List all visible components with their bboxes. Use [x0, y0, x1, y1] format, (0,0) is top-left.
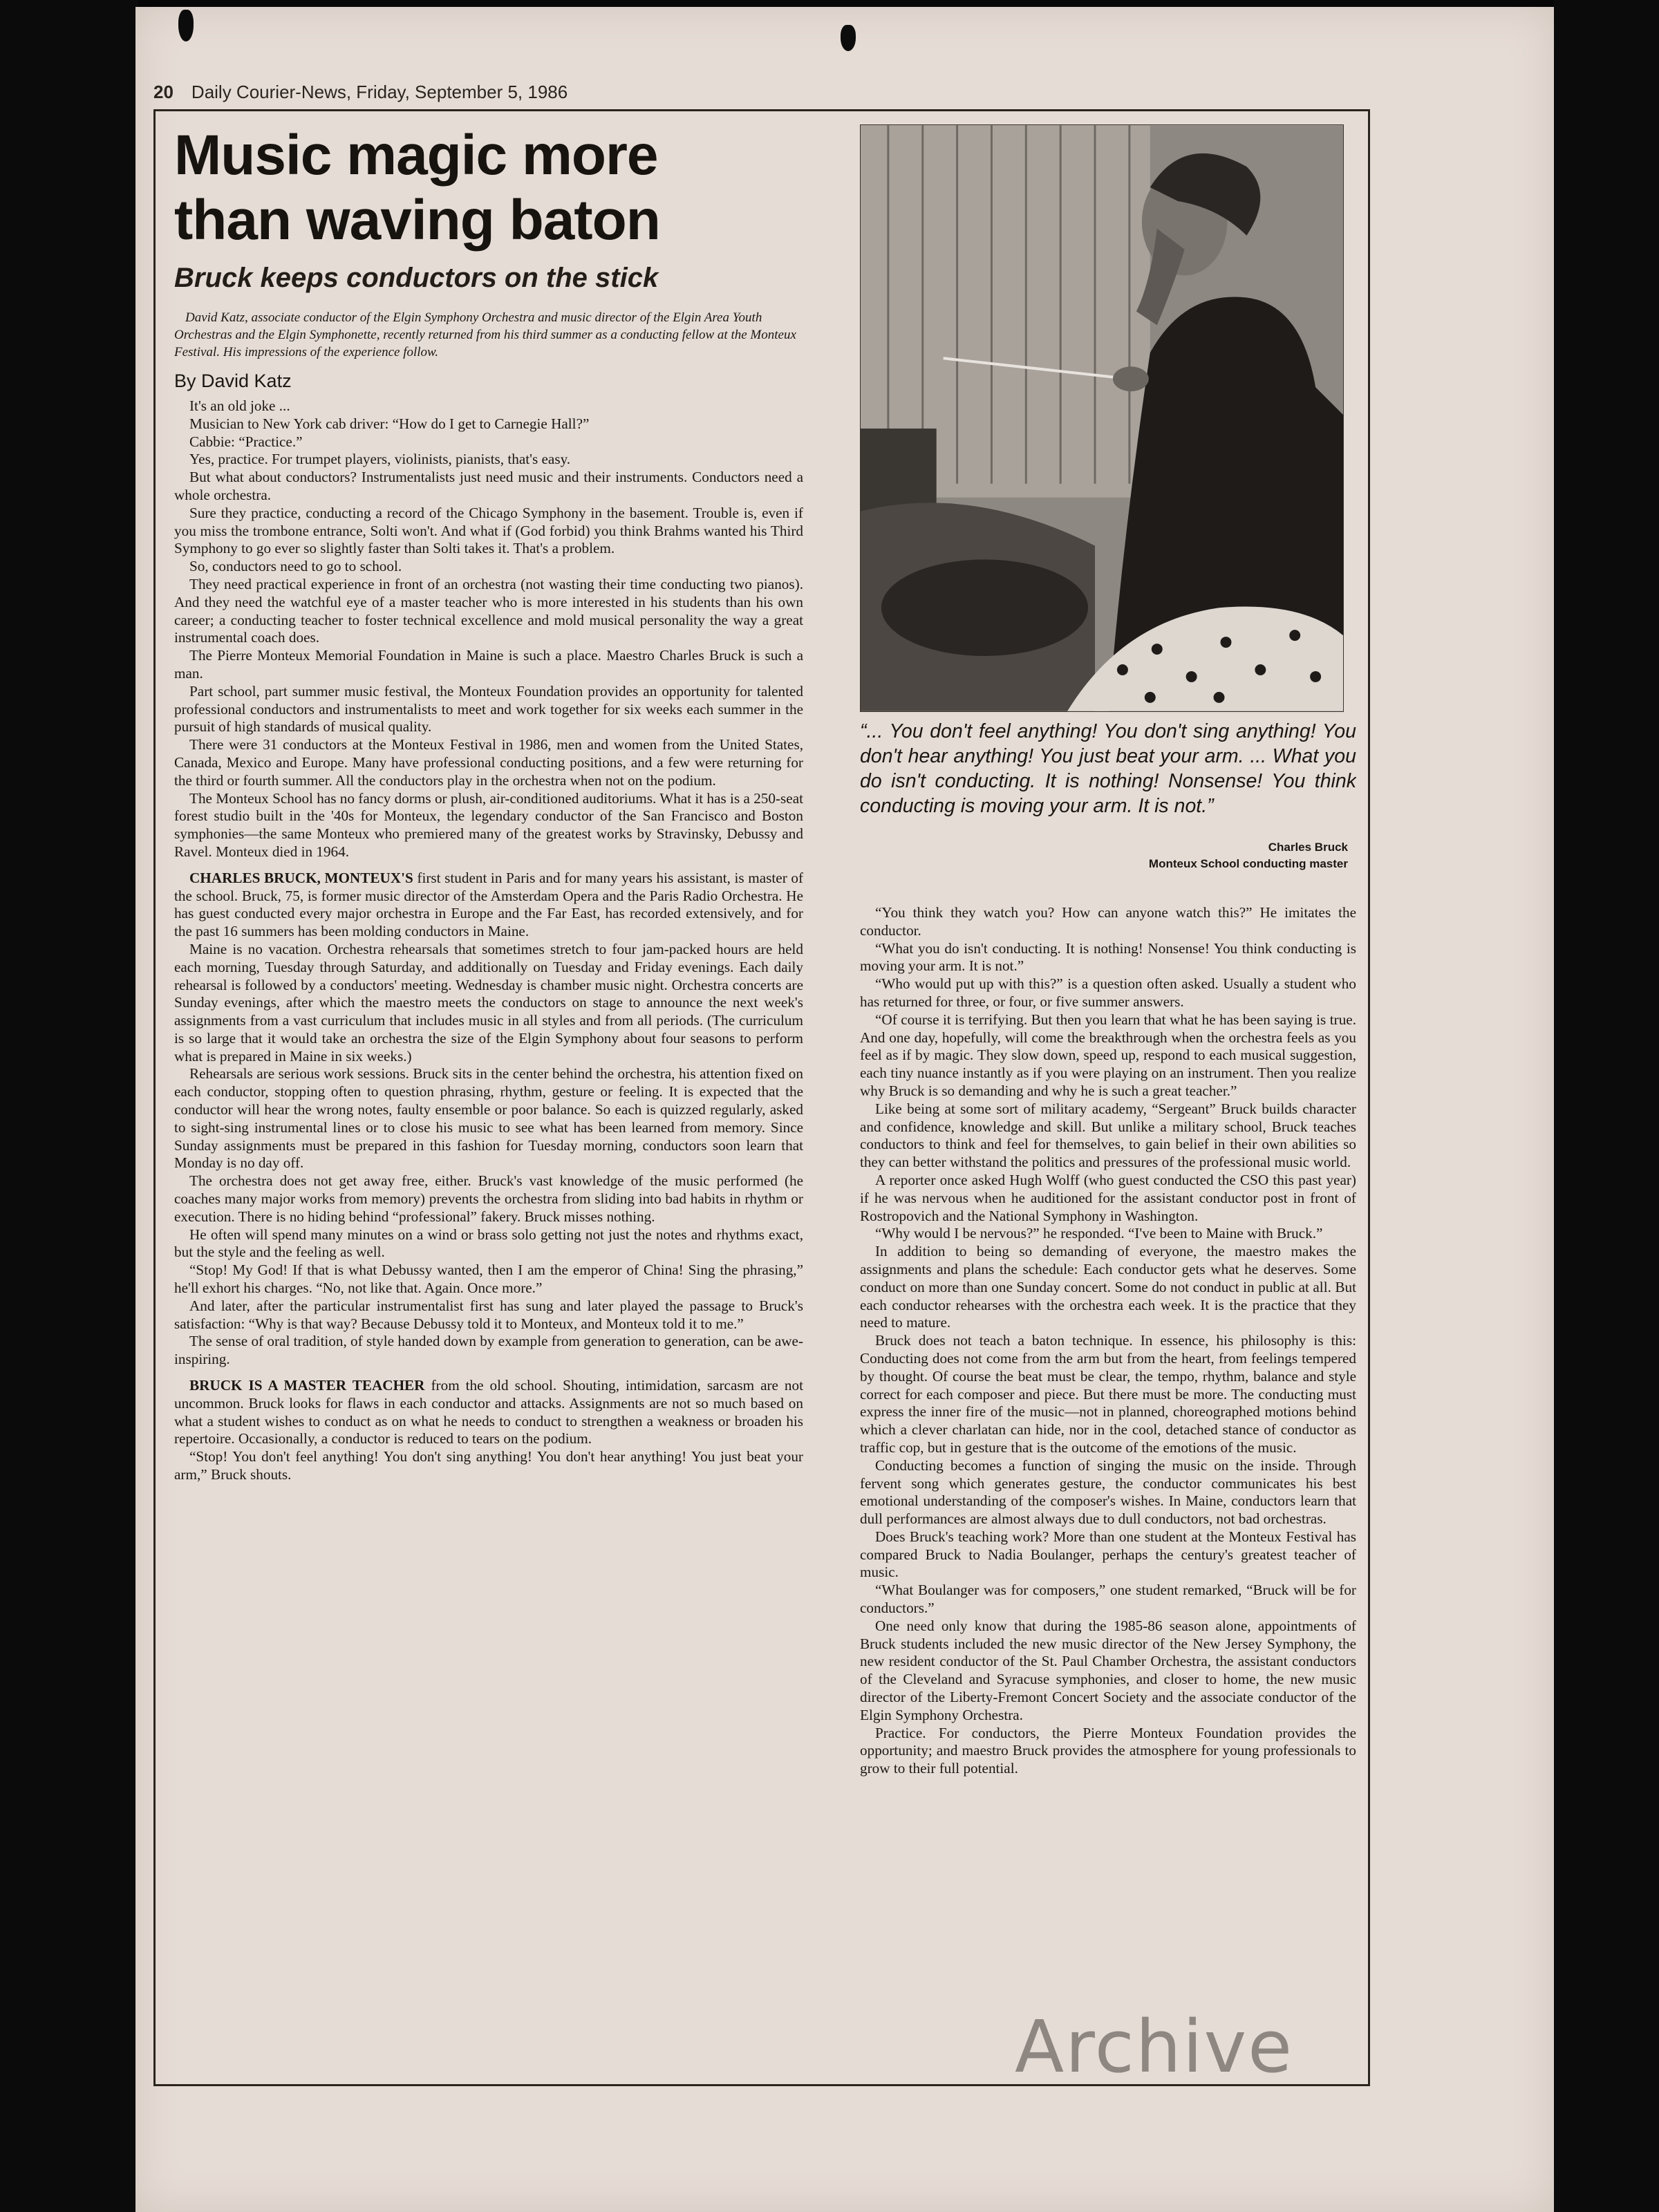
paragraph: “Stop! You don't feel anything! You don't sing anything! You don't hear anything! You just beat your arm,” Bruck shouts. — [174, 1448, 803, 1483]
paragraph: Like being at some sort of military academy, “Sergeant” Bruck builds character and confidence, knowledge and skill. But unlike a military school, Bruck teaches conductors to think and feel for themselves, to gain belief in their own abilities so they can better withstand the politics and pressures of the professional music world. — [860, 1100, 1356, 1171]
left-backdrop — [0, 0, 138, 2212]
paragraph: Cabbie: “Practice.” — [189, 433, 303, 450]
headline-line: than waving baton — [174, 189, 660, 252]
paragraph-text: first student in Paris and for many years his assistant, is master of the school. Bruck, 75, is former music director of the Amsterdam Opera and the Paris Radio Orchestra. He has guest conducted every major orchestra in Europe and the Far East, has recorded extensively, and for the past 16 summers has been molding conductors in Maine. — [174, 869, 803, 940]
punch-hole — [841, 25, 856, 51]
paragraph: Bruck does not teach a baton technique. In essence, his philosophy is this: Conducting does not come from the arm but from the heart, from feelings tempered by thought. Of course the beat must be clear, the tempo, rhythm, balance and style correct for each composer and piece. But there must be more. The conducting must express the inner fire of the music—not in planned, choreographed motions behind which a clever charlatan can hide, nor in the cool, detached stance of conductor as traffic cop, but in gesture that is the outcome of the emotions of the music. — [860, 1332, 1356, 1456]
paragraph: In addition to being so demanding of everyone, the maestro makes the assignments and plans the schedule: Each conductor gets what he deserves. Some conduct on more than one Sunday concert. Some do not conduct in public at all. But each conductor rehearses with the orchestra each week. It is the practice that they need to mature. — [860, 1243, 1356, 1331]
left-column — [174, 123, 803, 2079]
paragraph-group — [174, 397, 803, 861]
paragraph: “What Boulanger was for composers,” one student remarked, “Bruck will be for conductors.” — [860, 1582, 1356, 1617]
pull-quote: “... You don't feel anything! You don't sing anything! You don't hear anything! You just beat your arm. ... What you do isn't conducting. It is nothing! Nonsense! You think conducting is moving your arm. It is not.” — [860, 720, 1356, 817]
paragraph: And later, after the particular instrumentalist first has sung and later played the passage to Bruck's satisfaction: “Why is that way? Because Debussy told it to Monteux, and Monteux told it to me.” — [174, 1297, 803, 1332]
article-body-left — [174, 397, 803, 1484]
paragraph: Musician to New York cab driver: “How do I get to Carnegie Hall?” — [189, 415, 590, 432]
right-backdrop — [1554, 0, 1659, 2212]
subheadline: Bruck keeps conductors on the stick — [174, 263, 659, 293]
paragraph: So, conductors need to go to school. — [189, 558, 402, 575]
headline-line: Music magic more — [174, 124, 658, 187]
paragraph: He often will spend many minutes on a wind or brass solo getting not just the notes and rhythms exact, but the style and the feeling as well. — [174, 1226, 803, 1261]
masthead-line: Daily Courier-News, Friday, September 5, 1986 — [191, 82, 568, 102]
paragraph: There were 31 conductors at the Monteux Festival in 1986, men and women from the United States, Canada, Mexico and Europe. Many have professional conducting positions, and a few were returning for the third or fourth summer. All the conductors play in the orchestra when not on the podium. — [174, 736, 803, 789]
paragraph: The orchestra does not get away free, either. Bruck's vast knowledge of the music performed (he coaches many major works from memory) prevents the orchestra from sliding into bad habits in rhythm or execution. There is no hiding behind “professional” fakery. Bruck misses nothing. — [174, 1172, 803, 1225]
section-lead-paragraph — [174, 1377, 803, 1448]
paragraph: Conducting becomes a function of singing the music on the inside. Through fervent song which generates gesture, the conductor communicates his best emotional understanding of the composer's wishes. In Maine, conductors learn that dull performances are almost always due to dull conductors, not bad orchestras. — [860, 1456, 1356, 1528]
paragraph: The Pierre Monteux Memorial Foundation in Maine is such a place. Maestro Charles Bruck is such a man. — [174, 647, 803, 682]
paragraph-group — [174, 1448, 803, 1484]
paragraph: “Stop! My God! If that is what Debussy wanted, then I am the emperor of China! Sing the phrasing,” he'll exhort his charges. “No, not like that. Again. Once more.” — [174, 1262, 803, 1297]
watermark: Archive — [1015, 2005, 1294, 2089]
credit-title: Monteux School conducting master — [1148, 857, 1348, 870]
article-body-right — [860, 904, 1356, 1778]
paragraph: It's an old joke ... — [189, 397, 290, 414]
punch-hole — [178, 10, 194, 41]
paragraph: The Monteux School has no fancy dorms or plush, air-conditioned auditoriums. What it has is a 250-seat forest studio built in the '40s for Monteux, the legendary conductor of the San Francisco and Boston symphonies—the same Monteux who premiered many of the greatest works by Stravinsky, Debussy and Ravel. Monteux died in 1964. — [174, 789, 803, 860]
page-number: 20 — [153, 82, 174, 102]
paragraph: Yes, practice. For trumpet players, violinists, pianists, that's easy. — [189, 451, 571, 468]
section-lead-paragraph — [174, 870, 803, 941]
paragraph: They need practical experience in front of an orchestra (not wasting their time conducting two pianos). And they need the watchful eye of a master teacher who is more interested in his students than his own career; a conducting teacher to foster technical excellence and mold musical personality the way a great instrumental coach does. — [174, 575, 803, 646]
paragraph-group — [174, 941, 803, 1369]
paragraph: Does Bruck's teaching work? More than one student at the Monteux Festival has compared Bruck to Nadia Boulanger, perhaps the century's greatest teacher of music. — [860, 1528, 1356, 1581]
paragraph: A reporter once asked Hugh Wolff (who guest conducted the CSO this past year) if he was nervous when he auditioned for the assistant conductor post in front of Rostropovich and the National Symphony in Washington. — [860, 1171, 1356, 1224]
section-caps: BRUCK IS A MASTER TEACHER — [189, 1377, 425, 1394]
credit-name: Charles Bruck — [1268, 841, 1348, 854]
paragraph: “Of course it is terrifying. But then you learn that what he has been saying is true. And one day, hopefully, will come the breakthrough when the orchestra feels as you feel as if by magic. They slow down, speed up, respond to each musical suggestion, each tiny nuance instantly as if you were playing on an instrument. Then you realize why Bruck is so demanding and why he is such a great teacher.” — [860, 1011, 1356, 1099]
section-caps: CHARLES BRUCK, MONTEUX'S — [189, 869, 413, 886]
paragraph: Part school, part summer music festival, the Monteux Foundation provides an opportunity for talented professional conductors and instrumentalists to meet and work together for six weeks each summer in the pursuit of high standards of musical quality. — [174, 682, 803, 735]
paragraph: “Who would put up with this?” is a question often asked. Usually a student who has returned for three, or four, or five summer answers. — [860, 975, 1356, 1010]
paragraph: One need only know that during the 1985-86 season alone, appointments of Bruck students included the new music director of the New Jersey Symphony, the new resident conductor of the St. Paul Chamber Orchestra, the assistant conductors of the Cleveland and Syracuse symphonies, and closer to home, the new music director of the Liberty-Fremont Concert Society and the associate conductor of the Elgin Symphony Orchestra. — [860, 1617, 1356, 1723]
paragraph: The sense of oral tradition, of style handed down by example from generation to generation, can be awe-inspiring. — [174, 1333, 803, 1368]
page-folio — [153, 82, 983, 109]
pull-quote-credit — [860, 839, 1356, 872]
paragraph: But what about conductors? Instrumentalists just need music and their instruments. Conductors need a whole orchestra. — [174, 469, 803, 503]
editor-intro: David Katz, associate conductor of the Elgin Symphony Orchestra and music director of the Elgin Area Youth Orchestras and the Elgin Symphonette, recently returned from his third summer as a conducting fellow at the Monteux Festival. His impressions of the experience follow. — [174, 310, 796, 359]
paragraph: “Why would I be nervous?” he responded. “I've been to Maine with Bruck.” — [875, 1225, 1323, 1242]
paragraph: Maine is no vacation. Orchestra rehearsals that sometimes stretch to four jam-packed hours are held each morning, Tuesday through Saturday, and additionally on Tuesday and Friday evenings. Each daily rehearsal is followed by a conductors' meeting. Wednesday is chamber music night. Orchestra concerts are Sunday evenings, after which the maestro meets the conductors on stage to announce the next week's assignments from a vast curriculum that includes music in all styles and from all periods. (The curriculum is so large that it would take an orchestra the size of the Elgin Symphony about four seasons to perform what is prepared in Maine in six weeks.) — [174, 940, 803, 1065]
paragraph: Practice. For conductors, the Pierre Monteux Foundation provides the opportunity; and maestro Bruck provides the atmosphere for young professionals to grow to their full potential. — [860, 1724, 1356, 1777]
paragraph: “What you do isn't conducting. It is nothing! Nonsense! You think conducting is moving your arm. It is not.” — [860, 939, 1356, 975]
paragraph-text: from the old school. Shouting, intimidation, sarcasm are not uncommon. Bruck looks for flaws in each conductor and attacks. Assignments are not so much based on what a student wishes to conduct as on what he needs to conduct to strengthen a weakness or broaden his repertoire. Occasionally, a conductor is reduced to tears on the podium. — [174, 1377, 803, 1447]
right-column — [860, 124, 1356, 2074]
paragraph: Sure they practice, conducting a record of the Chicago Symphony in the basement. Trouble is, even if you miss the trombone entrance, Solti won't. And what if (God forbid) you think Brahms wanted his Third Symphony to go ever so slightly faster than Solti takes it. That's a problem. — [174, 504, 803, 557]
byline: By David Katz — [174, 371, 292, 391]
headline — [174, 123, 803, 253]
paragraph: “You think they watch you? How can anyone watch this?” He imitates the conductor. — [860, 904, 1356, 939]
conductor-photo — [860, 124, 1344, 712]
paragraph: Rehearsals are serious work sessions. Bruck sits in the center behind the orchestra, his attention fixed on each conductor, stopping often to question phrasing, rhythm, gesture or feeling. It is expected that the conductor will hear the wrong notes, faulty ensemble or poor balance. So each is quizzed regularly, asked to sight-sing instrumental lines or to close his music to see what has been learned from memory. Since Sunday assignments must be prepared in this fashion for Tuesday morning, conductors soon learn that Monday is no day off. — [174, 1065, 803, 1172]
